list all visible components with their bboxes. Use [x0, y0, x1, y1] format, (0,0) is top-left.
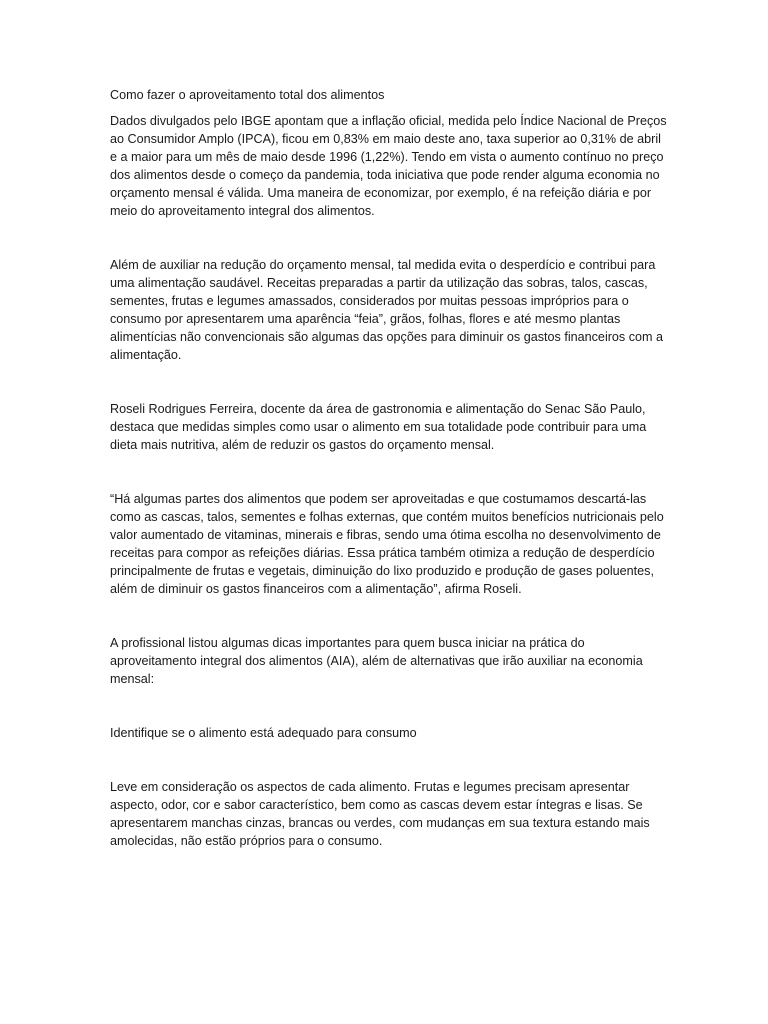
paragraph-roseli-intro: Roseli Rodrigues Ferreira, docente da área de gastronomia e alimentação do Senac São Paulo, destaca que medidas simples como usar o alimento em sua totalidade pode contribuir para uma dieta mais nutritiva, além de reduzir os gastos do orçamento mensal.: [110, 402, 647, 452]
paragraph-inflation: Dados divulgados pelo IBGE apontam que a inflação oficial, medida pelo Índice Nacional de Preços ao Consumidor Amplo (IPCA), ficou em 0,83% em maio deste ano, taxa superior ao 0,31% de abril e a maior para um mês de maio desde 1996 (1,22%). Tendo em vista o aumento contínuo no preço dos alimentos desde o começo da pandemia, toda iniciativa que pode render alguma economia no orçamento mensal é válida. Uma maneira de economizar, por exemplo, é na refeição diária e por meio do aproveitamento integral dos alimentos.: [110, 114, 667, 218]
paragraph-benefits: Além de auxiliar na redução do orçamento mensal, tal medida evita o desperdício e contribui para uma alimentação saudável. Receitas preparadas a partir da utilização das sobras, talos, cascas, sementes, frutas e legumes amassados, considerados por muitas pessoas impróprios para o consumo por apresentarem uma aparência “feia”, grãos, folhas, flores e até mesmo plantas alimentícias não convencionais são algumas das opções para diminuir os gastos financeiros com a alimentação.: [110, 258, 664, 362]
document-title: Como fazer o aproveitamento total dos alimentos: [110, 88, 385, 102]
paragraph-tips-intro: A profissional listou algumas dicas importantes para quem busca iniciar na prática do aproveitamento integral dos alimentos (AIA), além de alternativas que irão auxiliar na economia mensal:: [110, 636, 643, 686]
document-page: [110, 86, 670, 850]
section-heading: Identifique se o alimento está adequado para consumo: [110, 726, 417, 740]
paragraph-food-check: Leve em consideração os aspectos de cada alimento. Frutas e legumes precisam apresentar aspecto, odor, cor e sabor característico, bem como as cascas devem estar íntegras e lisas. Se apresentarem manchas cinzas, brancas ou verdes, com mudanças em sua textura estando mais amolecidas, não estão próprios para o consumo.: [110, 780, 650, 848]
paragraph-quote: “Há algumas partes dos alimentos que podem ser aproveitadas e que costumamos descartá-las como as cascas, talos, sementes e folhas externas, que contém muitos benefícios nutricionais pelo valor aumentado de vitaminas, minerais e fibras, sendo uma ótima escolha no desenvolvimento de receitas para compor as refeições diárias. Essa prática também otimiza a redução de desperdício principalmente de frutas e vegetais, diminuição do lixo produzido e produção de gases poluentes, além de diminuir os gastos financeiros com a alimentação”, afirma Roseli.: [110, 492, 664, 596]
